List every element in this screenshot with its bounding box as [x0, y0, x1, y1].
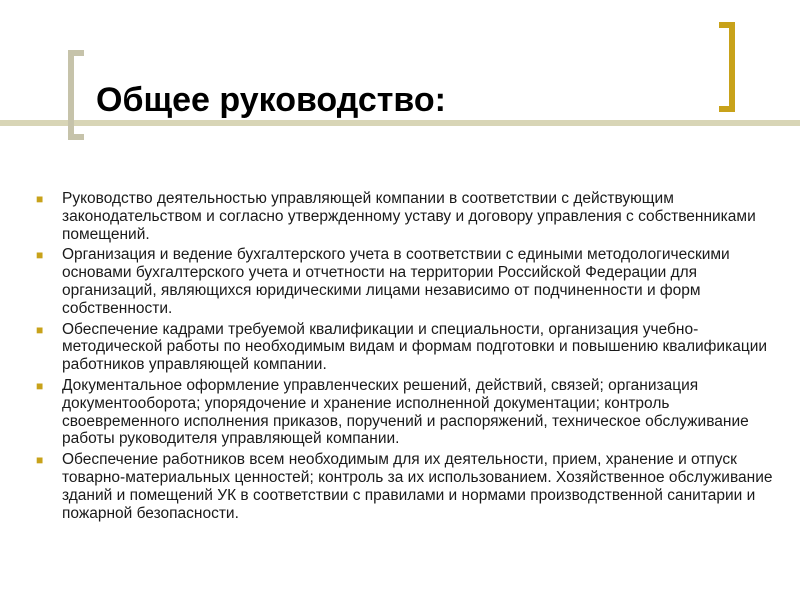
square-bullet-icon: ■ — [36, 378, 44, 393]
square-bullet-icon: ■ — [36, 248, 44, 263]
bullet-list — [36, 190, 791, 525]
bullet-text-4: Документальное оформление управленческих решений, действий, связей; организация документооборота; упорядочение и хранение исполненной документации; контроль своевременного исполнения приказов, поручений и распоряжений, техническое обслуживание работы руководителя управляющей компании. — [62, 376, 749, 448]
square-bullet-icon: ■ — [36, 192, 44, 206]
bullet-item-1 — [36, 190, 791, 243]
bullet-item-3 — [36, 321, 791, 374]
right-bracket-decoration — [719, 22, 735, 112]
bullet-item-4 — [36, 377, 791, 448]
slide-title: Общее руководство: — [96, 81, 446, 119]
bullet-item-5 — [36, 451, 791, 522]
bullet-text-1: Руководство деятельностью управляющей компании в соответствии с действующим законодательством и согласно утвержденному уставу и договору управления с собственниками помещений. — [62, 190, 756, 243]
bullet-text-3: Обеспечение кадрами требуемой квалификации и специальности, организация учебно-методической работы по необходимым видам и формам подготовки и повышению квалификации работников управляющей компании. — [62, 320, 768, 374]
bullet-item-2 — [36, 246, 791, 317]
left-bracket-decoration — [68, 50, 84, 140]
bullet-text-2: Организация и ведение бухгалтерского учета в соответствии с едиными методологическими основами бухгалтерского учета и отчетности на территории Российской Федерации для организаций, являющихся юридическими лицами независимо от подчиненности и форм собственности. — [62, 246, 730, 317]
square-bullet-icon: ■ — [36, 453, 44, 468]
title-underline-bar — [0, 120, 800, 126]
square-bullet-icon: ■ — [36, 322, 44, 337]
bullet-text-5: Обеспечение работников всем необходимым для их деятельности, прием, хранение и отпуск товарно-материальных ценностей; контроль за их использованием. Хозяйственное обслуживание зданий и помещений УК в соответствии с правилами и нормами производственной санитарии и пожарной безопасности. — [62, 451, 773, 522]
